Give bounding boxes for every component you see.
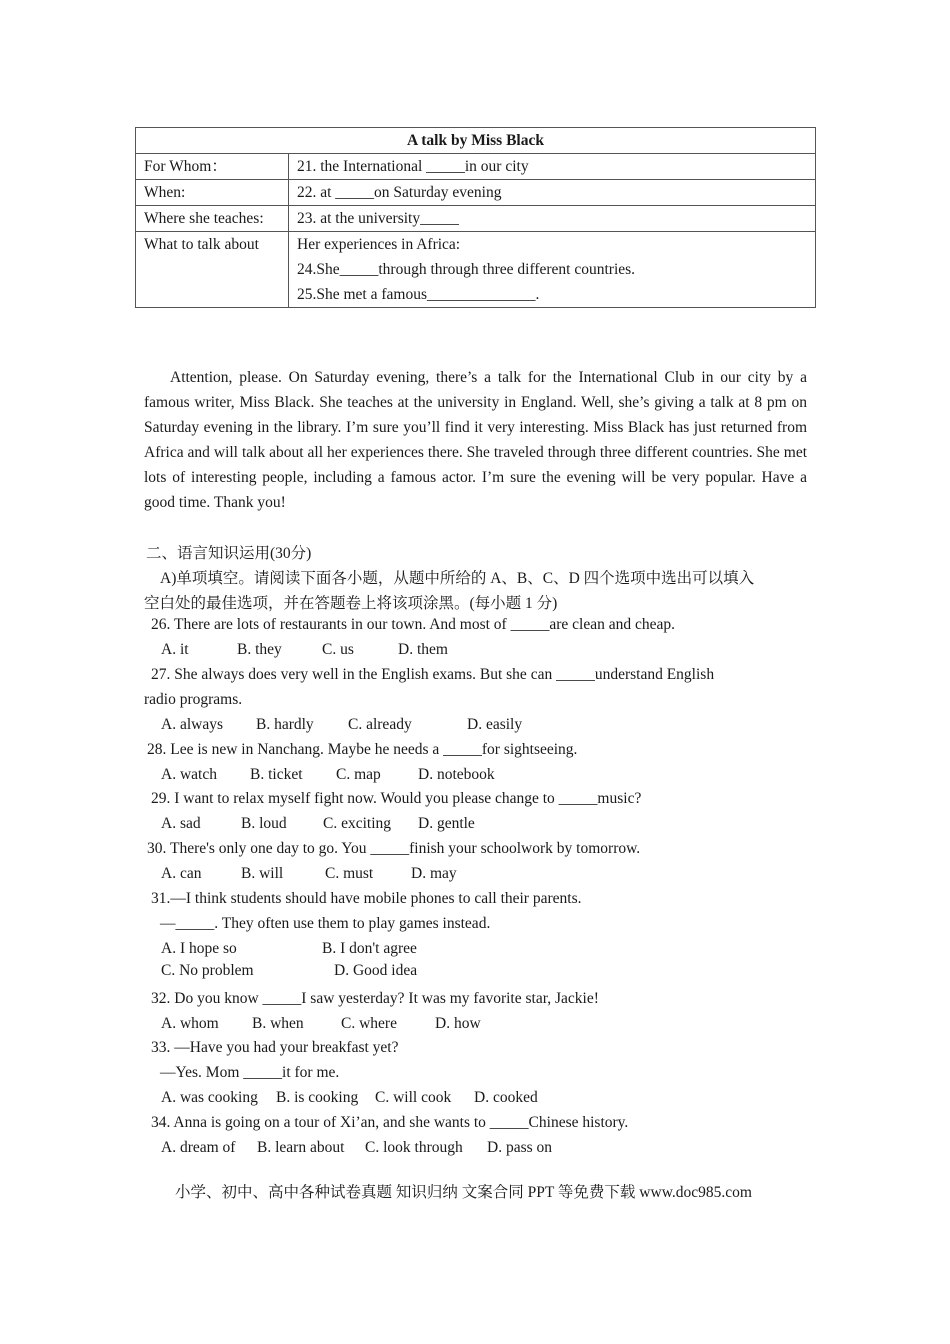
section-heading: 二、语言知识运用(30分) bbox=[146, 545, 312, 562]
option: A. whom bbox=[161, 1015, 219, 1032]
option: D. notebook bbox=[418, 766, 495, 783]
row-value: 21. the International _____in our city bbox=[289, 154, 816, 180]
option: D. may bbox=[411, 865, 457, 882]
option: C. us bbox=[322, 641, 354, 658]
question-stem: 26. There are lots of restaurants in our town. And most of _____are clean and cheap. bbox=[151, 616, 675, 633]
option: B. when bbox=[252, 1015, 304, 1032]
question-stem-cont: radio programs. bbox=[144, 691, 243, 708]
option: C. look through bbox=[365, 1139, 463, 1156]
option: C. already bbox=[348, 716, 412, 733]
table-row bbox=[136, 232, 816, 308]
passage-text: Attention, please. On Saturday evening, there’s a talk for the International Club in our city by a famous writer, Miss Black. She teaches at the university in England. Well, she’s giving a talk at 8 pm on Saturday evening in the library. I’m sure you’ll find it very interesting. Miss Black has just returned from Africa and will talk about all her experiences there. She traveled through three different countries. She met lots of interesting people, including a famous actor. I’m sure the evening will be very popular. Have a good time. Thank you! bbox=[144, 369, 807, 511]
option: B. I don't agree bbox=[322, 940, 417, 957]
option: B. ticket bbox=[250, 766, 303, 783]
row-label: For Whom： bbox=[136, 154, 289, 180]
table-row bbox=[136, 206, 816, 232]
option: A. watch bbox=[161, 766, 217, 783]
option: C. where bbox=[341, 1015, 397, 1032]
option: A. I hope so bbox=[161, 940, 237, 957]
option: A. dream of bbox=[161, 1139, 236, 1156]
row-line: 25.She met a famous______________. bbox=[297, 286, 540, 303]
row-value: 22. at _____on Saturday evening bbox=[289, 180, 816, 206]
option: C. must bbox=[325, 865, 374, 882]
question-stem: 34. Anna is going on a tour of Xi’an, and she wants to _____Chinese history. bbox=[151, 1114, 629, 1131]
option: D. how bbox=[435, 1015, 481, 1032]
row-value: 23. at the university_____ bbox=[289, 206, 816, 232]
question-stem: 28. Lee is new in Nanchang. Maybe he needs a _____for sightseeing. bbox=[147, 741, 578, 758]
section-instruction: 空白处的最佳选项，并在答题卷上将该项涂黑。(每小题 1 分) bbox=[144, 595, 558, 612]
row-line: Her experiences in Africa: bbox=[297, 236, 461, 253]
option: D. Good idea bbox=[334, 962, 418, 979]
option: A. it bbox=[161, 641, 189, 658]
option: A. was cooking bbox=[161, 1089, 258, 1106]
table-title: A talk by Miss Black bbox=[136, 128, 816, 154]
option: A. can bbox=[161, 865, 202, 882]
question-stem: 31.—I think students should have mobile phones to call their parents. bbox=[151, 890, 582, 907]
option: D. cooked bbox=[474, 1089, 538, 1106]
listening-passage bbox=[144, 365, 807, 515]
page-footer: 小学、初中、高中各种试卷真题 知识归纳 文案合同 PPT 等免费下载 www.doc985.com bbox=[175, 1184, 752, 1201]
row-label: What to talk about bbox=[136, 232, 289, 308]
option: A. sad bbox=[161, 815, 201, 832]
option: C. exciting bbox=[323, 815, 392, 832]
question-stem: 33. —Have you had your breakfast yet? bbox=[151, 1039, 399, 1056]
table-row bbox=[136, 154, 816, 180]
talk-info-table bbox=[135, 127, 816, 308]
option: D. gentle bbox=[418, 815, 475, 832]
option: C. No problem bbox=[161, 962, 254, 979]
option: B. is cooking bbox=[276, 1089, 359, 1106]
row-label: When: bbox=[136, 180, 289, 206]
option: A. always bbox=[161, 716, 223, 733]
row-line: 24.She_____through through three different countries. bbox=[297, 261, 636, 278]
question-stem-cont: —_____. They often use them to play games instead. bbox=[160, 915, 491, 932]
row-value-multiline bbox=[289, 232, 816, 308]
option: D. easily bbox=[467, 716, 523, 733]
option: B. will bbox=[241, 865, 284, 882]
section-instruction: A)单项填空。请阅读下面各小题，从题中所给的 A、B、C、D 四个选项中选出可以填入 bbox=[160, 570, 755, 587]
question-stem: 30. There's only one day to go. You _____finish your schoolwork by tomorrow. bbox=[147, 840, 641, 857]
question-stem: 29. I want to relax myself fight now. Would you please change to _____music? bbox=[151, 790, 642, 807]
option: B. loud bbox=[241, 815, 287, 832]
question-stem-cont: —Yes. Mom _____it for me. bbox=[160, 1064, 340, 1081]
row-label: Where she teaches: bbox=[136, 206, 289, 232]
option: B. hardly bbox=[256, 716, 314, 733]
option: B. learn about bbox=[257, 1139, 345, 1156]
option: D. pass on bbox=[487, 1139, 553, 1156]
table-row bbox=[136, 180, 816, 206]
option: C. map bbox=[336, 766, 381, 783]
option: D. them bbox=[398, 641, 448, 658]
question-stem: 32. Do you know _____I saw yesterday? It was my favorite star, Jackie! bbox=[151, 990, 599, 1007]
option: C. will cook bbox=[375, 1089, 452, 1106]
option: B. they bbox=[237, 641, 282, 658]
question-stem: 27. She always does very well in the English exams. But she can _____understand English bbox=[151, 666, 715, 683]
